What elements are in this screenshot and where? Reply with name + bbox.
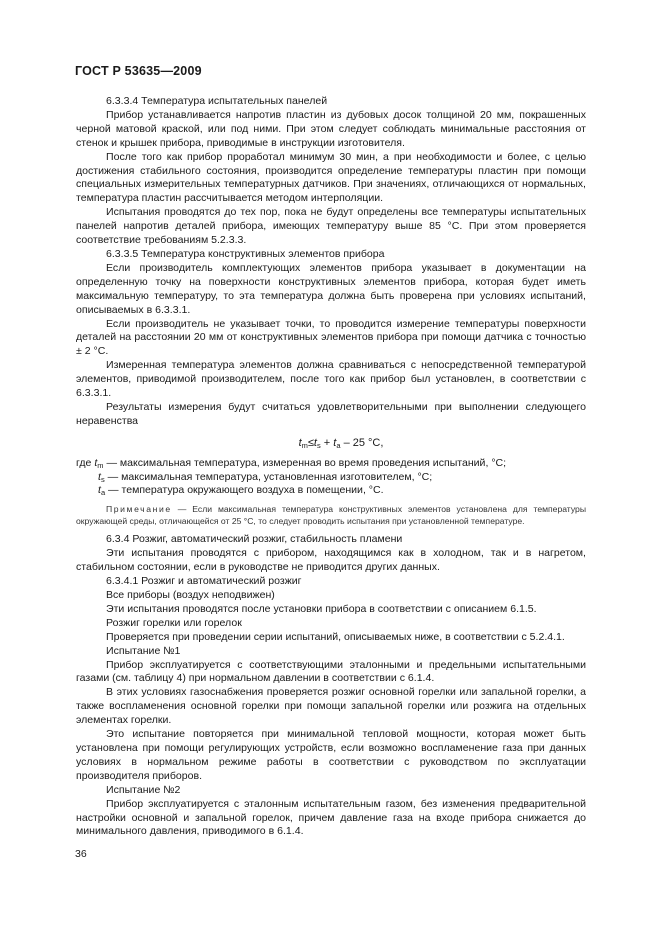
paragraph: Измеренная температура элементов должна сравниваться с непосредственной температурой элементов, приводимой производителем, после того как прибор был установлен, в соответствии с 6.3.3.1. (76, 359, 586, 400)
paragraph: Эти испытания проводятся с прибором, находящимся как в холодном, так и в нагретом, стабильном состоянии, если в руководстве не приводится других данных. (76, 547, 586, 574)
paragraph: Проверяется при проведении серии испытаний, описываемых ниже, в соответствии с 5.2.4.1. (106, 630, 565, 643)
paragraph: Если производитель не указывает точки, то проводится измерение температуры поверхности деталей на расстоянии 20 мм от конструктивных элементов прибора при помощи датчика с точностью ± 2 °С. (76, 317, 586, 358)
section-heading: 6.3.4.1 Розжиг и автоматический розжиг (106, 575, 302, 588)
note-label: Примечание (106, 504, 172, 515)
page-body (76, 95, 586, 839)
paragraph: Прибор эксплуатируется с соответствующими эталонными и предельными испытательными газами (см. таблицу 4) при нормальном давлении в соответствии с 6.1.4. (76, 658, 586, 685)
paragraph: Все приборы (воздух неподвижен) (106, 589, 275, 601)
section-heading: 6.3.3.5 Температура конструктивных элементов прибора (106, 247, 385, 260)
paragraph: Испытание №1 (106, 644, 181, 657)
paragraph: Если производитель комплектующих элементов прибора указывает в документации на определенную точку на поверхности конструктивных элементов прибора, которая будет иметь максимальную температуру, то эта температура должна быть проверена при условиях испытаний, описываемых в 6.3.3.1. (76, 261, 586, 316)
legend-ts: $t_s$ — максимальная температура, установленная изготовителем, °С; (98, 470, 433, 484)
section-heading: 6.3.3.4 Температура испытательных панелей (106, 95, 328, 107)
section-heading: 6.3.4 Розжиг, автоматический розжиг, стабильность пламени (106, 533, 403, 546)
formula-legend (76, 457, 586, 499)
inequality-formula: $t_m\le t_s + t_a - 25$ °С, (298, 436, 384, 450)
paragraph: Это испытание повторяется при минимальной тепловой мощности, которая может быть установлена при помощи регулирующих устройств, если возможно воспламенение газа при данных условиях в нормальном режиме работы в соответствии с руководством по эксплуатации производителя приборов. (76, 728, 586, 782)
note-text: — Если максимальная температура конструктивных элементов установлена для температуры окружающей среды, отличающейся от 25 °С, то следует проводить испытания при установленной температуре. (76, 504, 586, 527)
paragraph: Прибор эксплуатируется с эталонным испытательным газом, без изменения предварительной настройки основной и запальной горелок, причем давление газа на входе прибора снижается до минимального давления, приводимого в 6.1.4. (76, 797, 586, 838)
legend-ta: $t_a$ — температура окружающего воздуха в помещении, °С. (98, 484, 384, 498)
paragraph: Прибор устанавливается напротив пластин из дубовых досок толщиной 20 мм, покрашенных черной матовой краской, или под ними. При этом следует соблюдать минимальные расстояния от стенок и крышек прибора, приводимые в инструкции изготовителя. (76, 108, 586, 149)
paragraph: Эти испытания проводятся после установки прибора в соответствии с описанием 6.1.5. (106, 602, 537, 615)
paragraph: После того как прибор проработал минимум 30 мин, а при необходимости и более, с целью достижения стабильного состояния, производится определение температуры пластин при помощи специальных измерительных температурных датчиков. При значениях, отличающихся от нормальных, температура пластин рассчитывается методом интерполяции. (76, 150, 586, 205)
document-header: ГОСТ Р 53635—2009 (75, 64, 202, 78)
paragraph: Испытание №2 (106, 783, 181, 796)
note (76, 503, 586, 527)
page-number: 36 (75, 848, 87, 860)
paragraph: Испытания проводятся до тех пор, пока не будут определены все температуры испытательных панелей напротив деталей прибора, имеющих температуру выше 85 °С. При этом проверяется соответствие требованиям 5.2.3.3. (76, 206, 586, 247)
paragraph: В этих условиях газоснабжения проверяется розжиг основной горелки или запальной горелки, а также воспламенения основной горелки при помощи запальной горелки или розжига на отдельных элементах горелки. (76, 686, 586, 727)
legend-tm: где $t_m$ — максимальная температура, измеренная во время проведения испытаний, °С; (76, 456, 507, 470)
paragraph: Розжиг горелки или горелок (106, 616, 242, 629)
paragraph: Результаты измерения будут считаться удовлетворительными при выполнении следующего неравенства (76, 400, 586, 427)
